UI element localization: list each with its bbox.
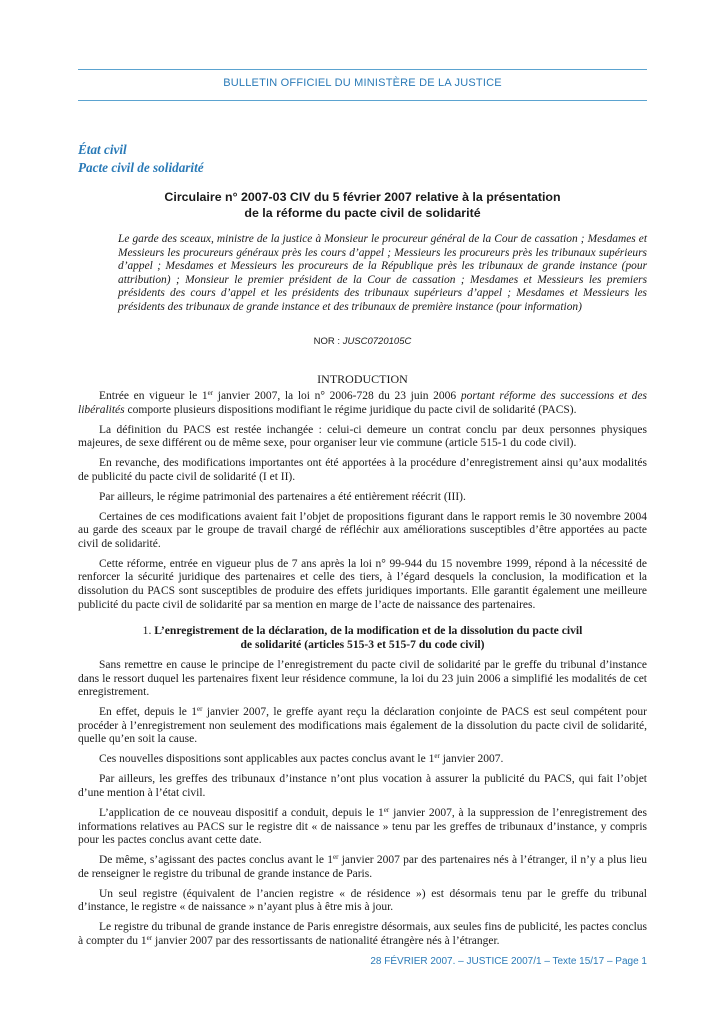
header-top-rule bbox=[78, 69, 647, 70]
bulletin-title: BULLETIN OFFICIEL DU MINISTÈRE DE LA JUSTICE bbox=[223, 77, 502, 89]
section-1-paragraph-7: Un seul registre (équivalent de l’ancien registre « de résidence ») est désormais tenu par le greffe du tribunal d’instance, le registre « de naissance » n’ayant plus à être mis à jour. bbox=[78, 887, 647, 914]
section-1-paragraph-4: Par ailleurs, les greffes des tribunaux d’instance n’ont plus vocation à assurer la publicité du PACS, qui fait l’objet d’une mention à l’état civil. bbox=[78, 773, 647, 799]
introduction-body bbox=[78, 390, 647, 619]
section-1-paragraph-1: Sans remettre en cause le principe de l’enregistrement du pacte civil de solidarité par le greffe du tribunal d’instance dans le ressort duquel les partenaires fixent leur résidence commune, la loi du 23 juin 2006 a simplifié les modalités de cet enregistrement. bbox=[78, 659, 647, 699]
section-1-heading-line-2: de solidarité (articles 515-3 et 515-7 du code civil) bbox=[240, 638, 485, 651]
section-1-paragraph-5: L’application de ce nouveau dispositif a conduit, depuis le 1er janvier 2007, à la suppression de l’enregistrement des informations relatives au PACS sur le registre dit « de naissance » tenu par les greffes de tribunaux d’instance, y compris pour les pactes conclus avant cette date. bbox=[78, 805, 647, 847]
section-1-paragraph-3: Ces nouvelles dispositions sont applicables aux pactes conclus avant le 1er janvier 2007. bbox=[99, 752, 504, 766]
nor-code: JUSC0720105C bbox=[342, 336, 412, 347]
circular-title-line-1: Circulaire n° 2007-03 CIV du 5 février 2007 relative à la présentation bbox=[164, 190, 561, 204]
intro-paragraph-4: Par ailleurs, le régime patrimonial des partenaires a été entièrement réécrit (III). bbox=[99, 490, 466, 503]
nor-label: NOR : bbox=[313, 336, 343, 347]
intro-paragraph-5: Certaines de ces modifications avaient fait l’objet de propositions figurant dans le rapport remis le 30 novembre 2004 au garde des sceaux par le groupe de travail chargé de réfléchir aux améliorations susceptibles d’être apportées au pacte civil de solidarité. bbox=[78, 510, 647, 550]
circular-title-line-2: de la réforme du pacte civil de solidarité bbox=[244, 206, 481, 220]
section-1-heading-line-1: L’enregistrement de la déclaration, de la modification et de la dissolution du pacte civil bbox=[154, 624, 583, 637]
rubric bbox=[78, 141, 204, 177]
section-1-paragraph-6: De même, s’agissant des pactes conclus avant le 1er janvier 2007 par des partenaires nés à l’étranger, il n’y a plus lieu de renseigner le registre du tribunal de grande instance de Paris. bbox=[78, 853, 647, 880]
nor-reference bbox=[78, 336, 647, 347]
rubric-line-1: État civil bbox=[78, 142, 127, 157]
introduction-heading: INTRODUCTION bbox=[317, 372, 408, 386]
header-bottom-rule bbox=[78, 100, 647, 101]
section-1-paragraph-8: Le registre du tribunal de grande instance de Paris enregistre désormais, aux seules fins de publicité, les pactes conclus à compter du 1er janvier 2007 par des ressortissants de nationalité étrangère nés à l’étranger. bbox=[78, 921, 647, 947]
section-1-paragraph-2: En effet, depuis le 1er janvier 2007, le greffe ayant reçu la déclaration conjointe de PACS est seul compétent pour procéder à l’enregistrement non seulement des modifications mais également de la dissolution du pacte civil de solidarité, quelle qu’en soit la cause. bbox=[78, 705, 647, 746]
page-footer: 28 FÉVRIER 2007. – JUSTICE 2007/1 – Texte 15/17 – Page 1 bbox=[370, 956, 647, 967]
circular-title bbox=[78, 189, 647, 221]
intro-paragraph-3: En revanche, des modifications importantes ont été apportées à la procédure d’enregistrement ainsi qu’aux modalités de publicité du pacte civil de solidarité (I et II). bbox=[78, 457, 647, 483]
section-1-heading bbox=[78, 624, 647, 652]
section-1-body bbox=[78, 659, 647, 955]
intro-paragraph-2: La définition du PACS est restée inchangée : celui-ci demeure un contrat conclu par deux personnes physiques majeures, de sexe différent ou de même sexe, pour organiser leur vie commune (article 515-1 du code civil). bbox=[78, 423, 647, 450]
intro-paragraph-6: Cette réforme, entrée en vigueur plus de 7 ans après la loi n° 99-944 du 15 novembre 1999, répond à la nécessité de renforcer la sécurité juridique des partenaires et celle des tiers, à l’égard desquels la conclusion, la modification et la dissolution du PACS sont susceptibles de produire des effets juridiques importants. Elle garantit également une meilleure publicité du pacte civil de solidarité par sa mention en marge de l’acte de naissance des partenaires. bbox=[78, 557, 647, 611]
section-1-number: 1. bbox=[142, 624, 155, 637]
intro-paragraph-1: Entrée en vigueur le 1er janvier 2007, la loi n° 2006-728 du 23 juin 2006 portant réforme des successions et des libéralités comporte plusieurs dispositions modifiant le régime juridique du pacte civil de solidarité (PACS). bbox=[78, 389, 647, 416]
addressee-paragraph: Le garde des sceaux, ministre de la justice à Monsieur le procureur général de la Cour de cassation ; Mesdames et Messieurs les procureurs généraux près les cours d’appel ; Messieurs les procureurs près les tribunaux supérieurs d’appel ; Mesdames et Messieurs les procureurs de la République près les tribunaux de grande instance (pour attribution) ; Monsieur le premier président de la Cour de cassation ; Mesdames et Messieurs les premiers présidents des cours d’appel et les présidents des tribunaux supérieurs d’appel ; Mesdames et Messieurs les présidents des tribunaux de grande instance et des tribunaux de première instance (pour information) bbox=[118, 233, 647, 313]
rubric-line-2: Pacte civil de solidarité bbox=[78, 160, 204, 175]
